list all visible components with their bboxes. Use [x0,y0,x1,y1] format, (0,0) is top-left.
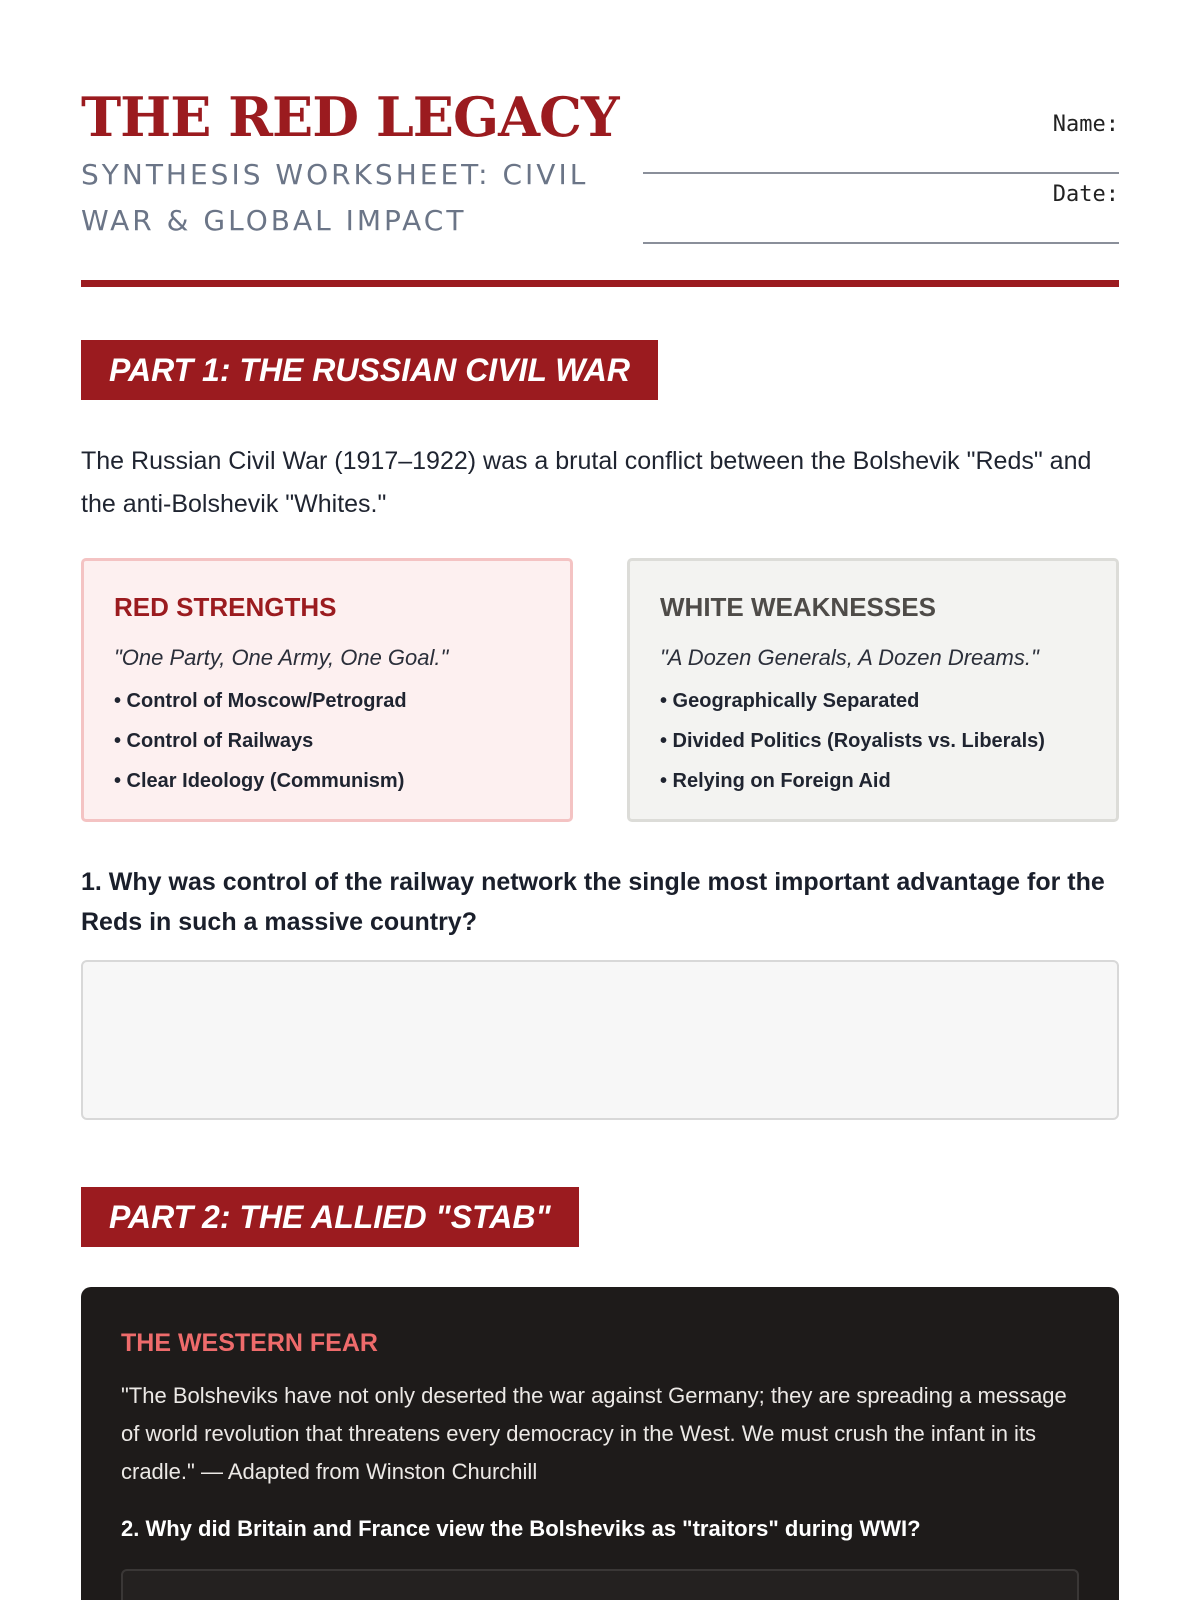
white-weaknesses-title: WHITE WEAKNESSES [660,592,936,622]
part2-heading: PART 2: THE ALLIED "STAB" [81,1187,579,1247]
red-strength-item: • Control of Moscow/Petrograd [114,690,407,712]
question-1: 1. Why was control of the railway network the single most important advantage for the Reds in such a massive country? [81,868,1105,936]
answer-box-1[interactable] [81,960,1119,1120]
white-weakness-item: • Relying on Foreign Aid [660,770,891,792]
date-field[interactable] [643,174,1119,244]
comparison-cards [81,558,1119,822]
red-strengths-quote: "One Party, One Army, One Goal." [114,645,449,670]
red-strengths-card [81,558,573,822]
white-weakness-item: • Geographically Separated [660,690,920,712]
western-fear-title: THE WESTERN FEAR [121,1329,378,1357]
name-field[interactable] [643,104,1119,174]
worksheet-header [81,0,1119,237]
worksheet-title: THE RED LEGACY [81,85,619,149]
student-fields [643,104,1119,244]
answer-box-2[interactable] [121,1569,1079,1600]
name-label: Name: [1052,112,1119,137]
red-strength-item: • Clear Ideology (Communism) [114,770,405,792]
question-2: 2. Why did Britain and France view the Bolsheviks as "traitors" during WWI? [121,1516,921,1541]
worksheet-subtitle: SYNTHESIS WORKSHEET: CIVIL WAR & GLOBAL IMPACT [81,158,589,237]
churchill-quote: "The Bolsheviks have not only deserted the war against Germany; they are spreading a message of world revolution that threatens every democracy in the West. We must crush the infant in its cradle." — Adapted from Winston Churchill [121,1383,1067,1484]
red-strength-item: • Control of Railways [114,730,314,752]
date-label: Date: [1052,182,1119,207]
white-weaknesses-quote: "A Dozen Generals, A Dozen Dreams." [660,645,1039,670]
western-fear-panel [81,1287,1119,1600]
part1-intro: The Russian Civil War (1917–1922) was a brutal conflict between the Bolshevik "Reds" and the anti-Bolshevik "Whites." [81,447,1092,518]
white-weaknesses-card [627,558,1119,822]
header-divider [81,280,1119,287]
red-strengths-title: RED STRENGTHS [114,592,337,622]
part1-heading: PART 1: THE RUSSIAN CIVIL WAR [81,340,658,400]
white-weakness-item: • Divided Politics (Royalists vs. Liberals) [660,730,1045,752]
